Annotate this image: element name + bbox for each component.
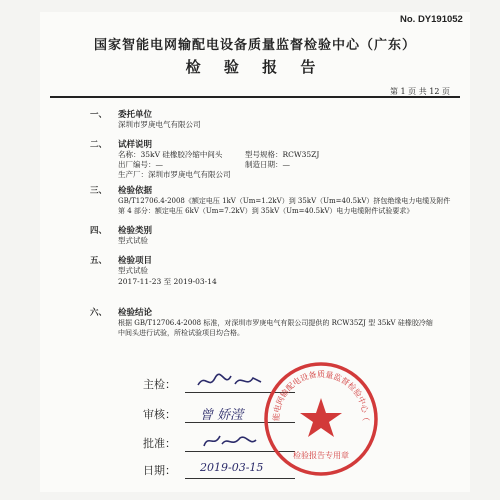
section-5-line-1: 型式试验: [118, 266, 148, 275]
section-2-title: 试样说明: [118, 140, 153, 150]
stamp-star-icon: [300, 398, 342, 437]
section-3-line-2: 第 4 部分：额定电压 6kV（Um=7.2kV）到 35kV（Um=40.5kV）电力电缆附件试验要求》: [118, 207, 414, 215]
section-6-line-1: 根据 GB/T12706.4-2008 标准，对深圳市罗庚电气有限公司提供的 RCW35ZJ 型 35kV 硅橡胶冷缩: [118, 319, 433, 327]
section-1-num: 一、: [90, 110, 108, 120]
sample-made-date: 制造日期：—: [245, 160, 290, 169]
section-1-title: 委托单位: [118, 110, 153, 120]
chief-label: 主检：: [143, 378, 176, 391]
official-stamp: [262, 360, 380, 478]
title-rule: [50, 96, 460, 98]
stamp-bottom-text: 检验报告专用章: [293, 451, 349, 460]
sample-name: 名称：35kV 硅橡胶冷缩中间头: [118, 150, 223, 159]
center-title: 国家智能电网输配电设备质量监督检验中心（广东）: [93, 38, 416, 53]
section-5-num: 五、: [90, 256, 108, 266]
section-6-line-2: 中间头进行试验，所检试验项目均合格。: [118, 329, 244, 337]
section-4-num: 四、: [90, 226, 108, 236]
section-5-line-2: 2017-11-23 至 2019-03-14: [118, 277, 217, 286]
review-signature: 曾 娇滢: [200, 408, 244, 423]
date-line: [185, 478, 295, 479]
sample-maker: 生产厂：深圳市罗庚电气有限公司: [118, 170, 231, 179]
page-info: 第 1 页 共 12 页: [390, 87, 450, 96]
chief-signature: [195, 370, 265, 392]
section-6-num: 六、: [90, 308, 108, 318]
section-1-line-1: 深圳市罗庚电气有限公司: [118, 120, 201, 129]
approve-signature: [200, 430, 260, 452]
section-4-title: 检验类别: [118, 226, 153, 236]
section-5-title: 检验项目: [118, 256, 153, 266]
section-3-num: 三、: [90, 186, 108, 196]
report-number: No. DY191052: [400, 14, 463, 25]
svg-text:国家智能电网输配电设备质量监督检验中心（广东）: [262, 360, 370, 421]
date-value: 2019-03-15: [200, 461, 264, 474]
sample-factory-no: 出厂编号：—: [118, 160, 163, 169]
stamp-arc-text: 能电网输配电设备质量监督检验中心（: [271, 370, 371, 422]
section-2-num: 二、: [90, 140, 108, 150]
review-label: 审核：: [143, 408, 176, 421]
approve-label: 批准：: [143, 437, 176, 450]
date-label: 日期：: [143, 464, 176, 477]
section-3-line-1: GB/T12706.4-2008《额定电压 1kV（Um=1.2kV）到 35kV（Um=40.5kV）挤包绝缘电力电缆及附件: [118, 197, 451, 205]
section-4-line-1: 型式试验: [118, 236, 148, 245]
report-page: [40, 12, 470, 492]
section-6-title: 检验结论: [118, 308, 153, 318]
sample-model: 型号规格：RCW35ZJ: [245, 150, 320, 159]
report-title: 检 验 报 告: [185, 58, 325, 76]
section-3-title: 检验依据: [118, 186, 153, 196]
